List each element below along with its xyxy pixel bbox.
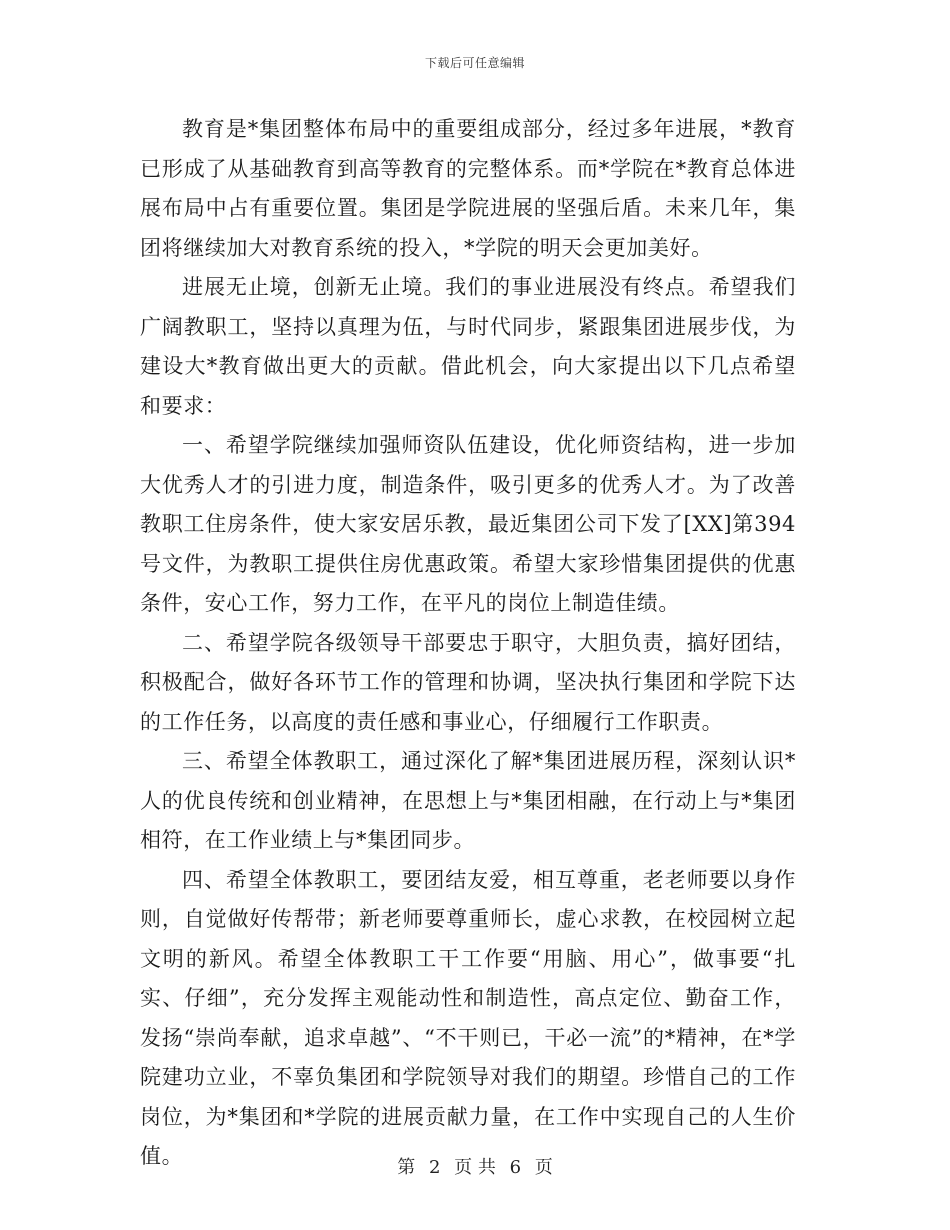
page-header: 下载后可任意编辑 <box>424 56 525 70</box>
total-page-count: 6 <box>509 1157 522 1178</box>
paragraph-point-2: 二、希望学院各级领导干部要忠于职守，大胆负责，搞好团结，积极配合，做好各环节工作的管理和协调，坚决执行集团和学院下达的工作任务，以高度的责任感和事业心，仔细履行工作职责。 <box>140 630 796 734</box>
paragraph-intro: 教育是*集团整体布局中的重要组成部分，经过多年进展，*教育已形成了从基础教育到高等教育的完整体系。而*学院在*教育总体进展布局中占有重要位置。集团是学院进展的坚强后盾。未来几年，集团将继续加大对教育系统的投入，*学院的明天会更加美好。 <box>140 117 796 260</box>
paragraph-point-3: 三、希望全体教职工，通过深化了解*集团进展历程，深刻认识*人的优良传统和创业精神，在思想上与*集团相融，在行动上与*集团相符，在工作业绩上与*集团同步。 <box>140 749 796 852</box>
footer-suffix: 页 <box>534 1157 553 1178</box>
paragraph-hopes: 进展无止境，创新无止境。我们的事业进展没有终点。希望我们广阔教职工，坚持以真理为伍，与时代同步，紧跟集团进展步伐，为建设大*教育做出更大的贡献。借此机会，向大家提出以下几点希望和要求： <box>140 275 796 418</box>
paragraph-point-1: 一、希望学院继续加强师资队伍建设，优化师资结构，进一步加大优秀人才的引进力度，制造条件，吸引更多的优秀人才。为了改善教职工住房条件，使大家安居乐教，最近集团公司下发了[XX]第394号文件，为教职工提供住房优惠政策。希望大家珍惜集团提供的优惠条件，安心工作，努力工作，在平凡的岗位上制造佳绩。 <box>140 433 796 615</box>
footer-middle: 页 共 <box>454 1157 496 1178</box>
page-number-footer <box>0 1153 950 1179</box>
document-body <box>140 110 796 1177</box>
current-page-number: 2 <box>428 1157 441 1178</box>
footer-prefix: 第 <box>397 1157 416 1178</box>
paragraph-point-4: 四、希望全体教职工，要团结友爱，相互尊重，老老师要以身作则，自觉做好传帮带；新老师要尊重师长，虚心求教，在校园树立起文明的新风。希望全体教职工干工作要“用脑、用心”，做事要“扎实、仔细”，充分发挥主观能动性和制造性，高点定位、勤奋工作，发扬“崇尚奉献，追求卓越”、“不干则已，干必一流”的*精神，在*学院建功立业，不辜负集团和学院领导对我们的期望。珍惜自己的工作岗位，为*集团和*学院的进展贡献力量，在工作中实现自己的人生价值。 <box>140 867 796 1168</box>
